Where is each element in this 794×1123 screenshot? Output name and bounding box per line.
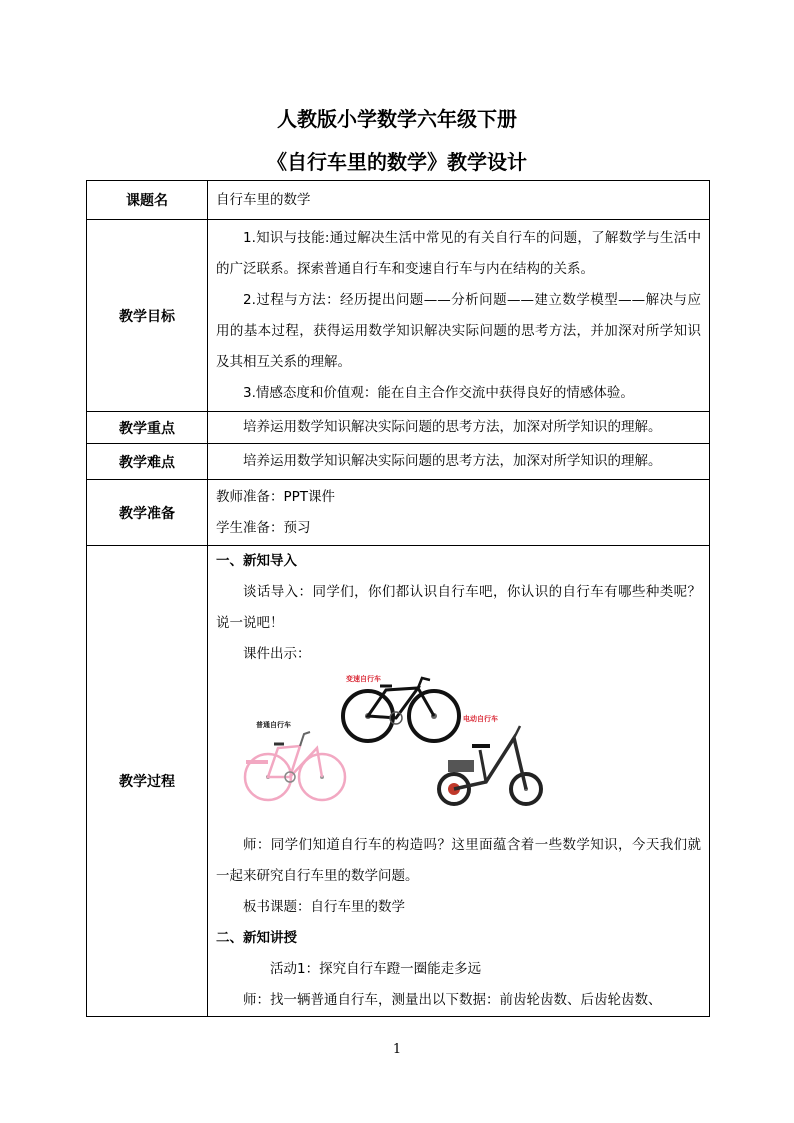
lesson-plan-table (86, 180, 710, 1017)
cell-topic (208, 181, 710, 220)
label-process: 教学过程 (87, 546, 208, 1017)
row-process (87, 546, 710, 1017)
document-title: 人教版小学数学六年级下册 (277, 107, 517, 131)
electric-bike-label: 电动自行车 (463, 715, 498, 723)
goal-item: 2.过程与方法：经历提出问题——分析问题——建立数学模型——解决与应用的基本过程，获得运用数学知识解决实际问题的思考方法，并加深对所学知识及其相互关系的理解。 (216, 291, 701, 370)
label-topic: 课题名 (87, 181, 208, 220)
label-key: 教学重点 (87, 412, 208, 444)
row-key (87, 412, 710, 444)
cell-goals (208, 220, 710, 412)
goal-item: 3.情感态度和价值观：能在自主合作交流中获得良好的情感体验。 (243, 384, 634, 401)
electric-bike-image (439, 726, 541, 804)
cell-process (208, 546, 710, 1017)
bicycle-illustration (208, 674, 709, 824)
teacher-prep: 教师准备：PPT课件 (216, 488, 336, 505)
normal-bike-image (245, 732, 345, 800)
student-prep: 学生准备：预习 (216, 519, 311, 536)
document-subtitle: 《自行车里的数学》教学设计 (267, 150, 527, 174)
normal-bike-label: 普通自行车 (256, 721, 291, 729)
courseware-label: 课件出示： (243, 646, 311, 662)
board-title: 板书课题：自行车里的数学 (243, 899, 405, 915)
row-difficulty (87, 444, 710, 480)
section-heading-teaching: 二、新知讲授 (216, 930, 297, 946)
label-difficulty: 教学难点 (87, 444, 208, 480)
intro-text: 谈话导入：同学们，你们都认识自行车吧，你认识的自行车有哪些种类呢？说一说吧！ (216, 584, 701, 631)
speed-bike-label: 变速自行车 (346, 675, 381, 683)
speed-bike-image (343, 678, 459, 741)
teacher-question: 师：同学们知道自行车的构造吗？这里面蕴含着一些数学知识，今天我们就一起来研究自行车里的数学问题。 (216, 837, 701, 884)
page-number: 1 (392, 1042, 402, 1057)
cell-difficulty (208, 444, 710, 480)
activity-1: 活动1：探究自行车蹬一圈能走多远 (270, 961, 482, 977)
row-topic (87, 181, 710, 220)
cell-key (208, 412, 710, 444)
label-prep: 教学准备 (87, 480, 208, 546)
row-prep (87, 480, 710, 546)
row-goals (87, 220, 710, 412)
bicycle-pictures (208, 674, 708, 824)
goal-item: 1.知识与技能:通过解决生活中常见的有关自行车的问题，了解数学与生活中的广泛联系。探索普通自行车和变速自行车与内在结构的关系。 (216, 229, 701, 277)
teacher-task: 师：找一辆普通自行车，测量出以下数据：前齿轮齿数、后齿轮齿数、 (243, 992, 662, 1008)
difficulty-value: 培养运用数学知识解决实际问题的思考方法，加深对所学知识的理解。 (243, 453, 662, 469)
label-goals: 教学目标 (87, 220, 208, 412)
key-value: 培养运用数学知识解决实际问题的思考方法，加深对所学知识的理解。 (243, 419, 662, 435)
section-heading-intro: 一、新知导入 (216, 553, 297, 569)
topic-value: 自行车里的数学 (216, 191, 311, 208)
cell-prep (208, 480, 710, 546)
